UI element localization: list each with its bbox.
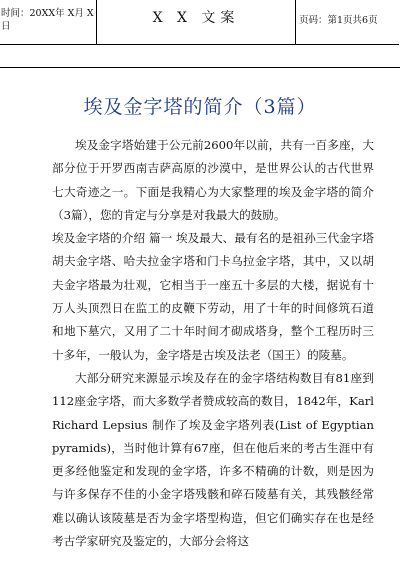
paragraph-intro: 埃及金字塔始建于公元前2600年以前，共有一百多座，大部分位于开罗西南吉萨高原的沙漠中，是世界公认的古代世界七大奇迹之一。下面是我精心为大家整理的埃及金字塔的简介（3篇），您的肯定与分享是对我最大的鼓励。: [52, 138, 374, 222]
paragraph-section-one: 埃及金字塔的介绍 篇一 埃及最大、最有名的是祖孙三代金字塔胡夫金字塔、哈夫拉金字塔和门卡乌拉金字塔，其中，又以胡夫金字塔最为壮观，它相当于一座五十多层的大楼，据说有十万人头顶烈日在监工的皮鞭下劳动，用了十年的时间修筑石道和地下墓穴，又用了二十年时间才砌成塔身，整个工程历时三十多年，一般认为，金字塔是古埃及法老（国王）的陵墓。: [52, 231, 374, 362]
header-date: 时间：20XX年 X月 X日: [0, 0, 97, 44]
document-title: 埃及金字塔的简介（3篇）: [83, 96, 317, 118]
header-divider: [0, 67, 400, 68]
page-header: [0, 0, 399, 45]
header-page-number: 页码：第1页共6页: [299, 15, 378, 26]
paragraph-pyramid-count: 大部分研究来源显示埃及存在的金字塔结构数目有81座到112座金字塔，而大多数学者赞成较高的数目，1842年，Karl Richard Lepsius 制作了埃及金字塔列表(List of Egyptian pyramids)，当时他计算有67座，但在他后来的考古生涯中有更多经他鉴定和发现的金字塔，许多不精确的计数，则是因为与许多保存不佳的小金字塔残骸和碎石陵墓有关，其残骸经常难以确认该陵墓是否为金字塔型构造，但它们确实存在也是经考古学家研究及鉴定的，大部分会将这: [52, 370, 374, 549]
header-doc-title: X X 文案: [97, 0, 296, 44]
document-body: [52, 134, 374, 553]
